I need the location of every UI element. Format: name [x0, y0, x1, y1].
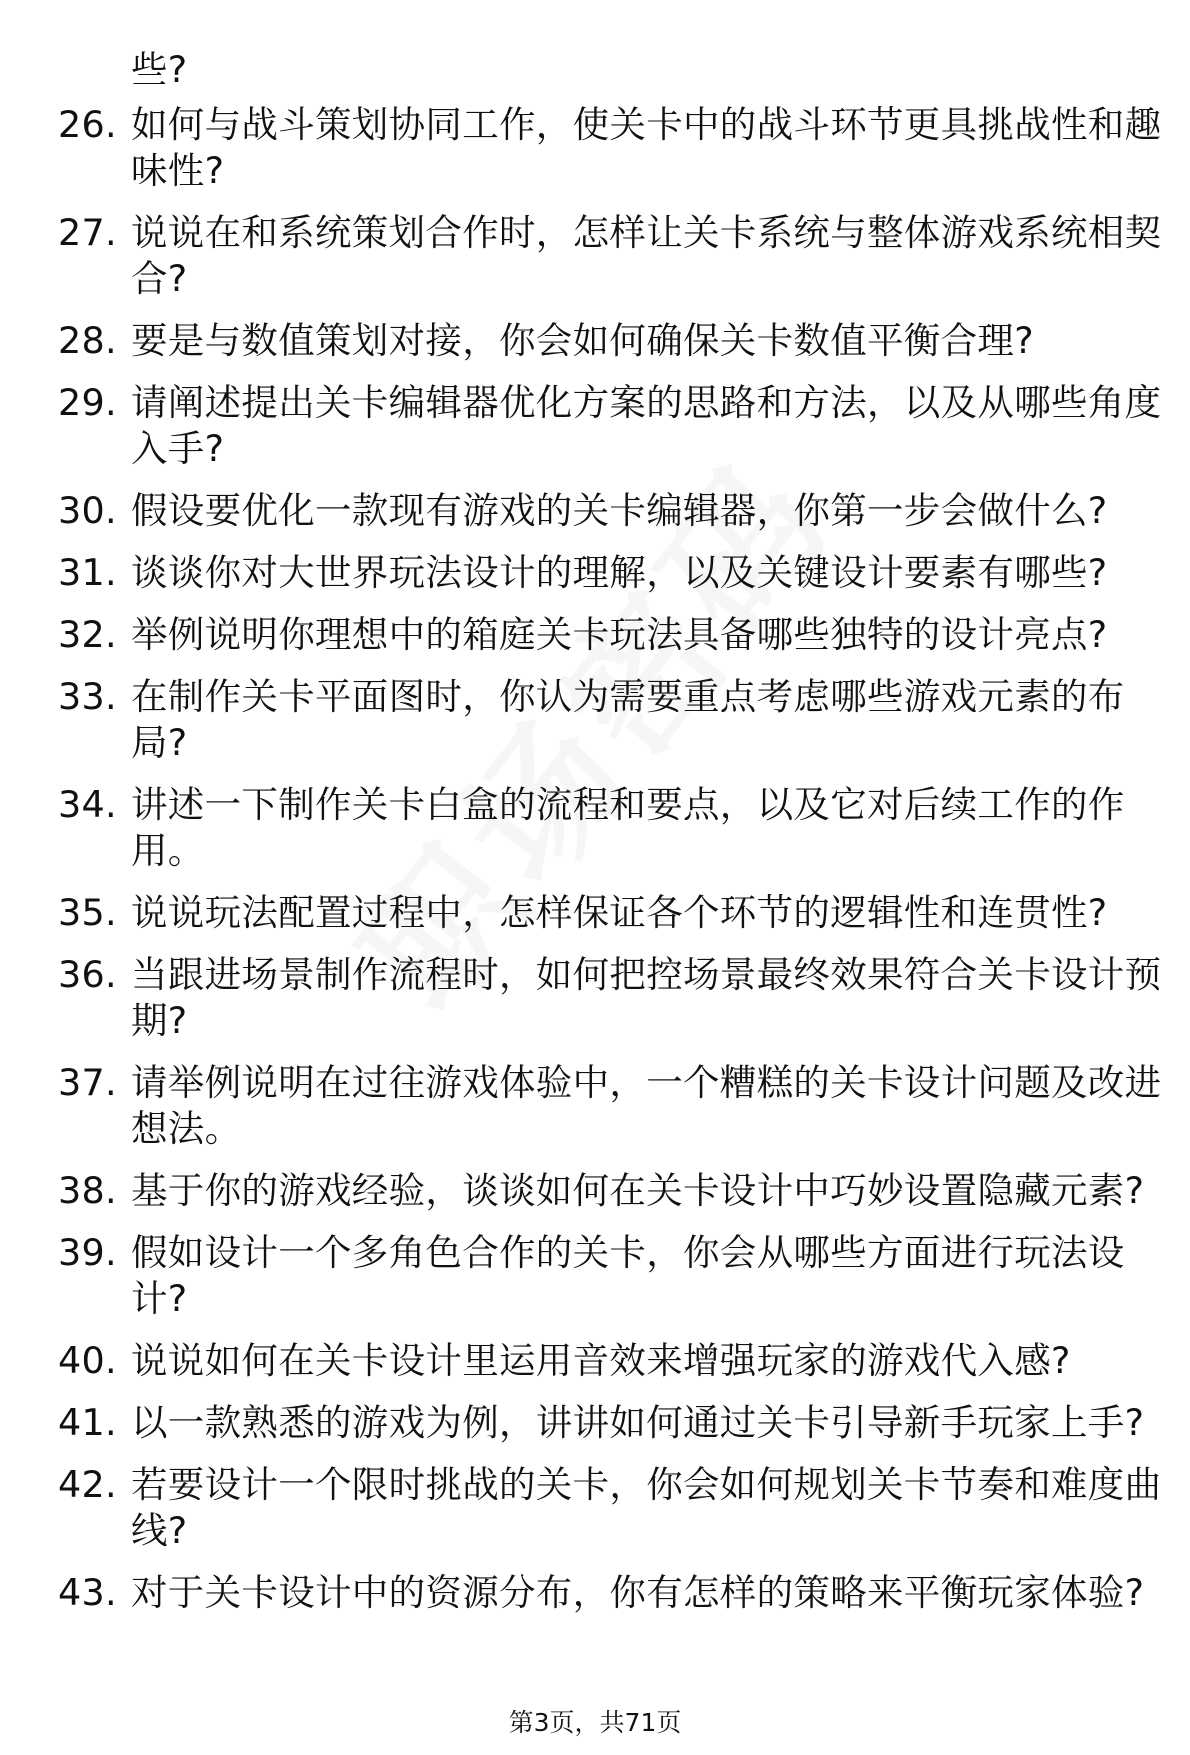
question-text-line: 期? [131, 999, 188, 1042]
question-text-line: 基于你的游戏经验，谈谈如何在关卡设计中巧妙设置隐藏元素? [131, 1169, 1145, 1212]
question-text-line: 说说在和系统策划合作时，怎样让关卡系统与整体游戏系统相契 [131, 211, 1162, 254]
question-text-line: 说说玩法配置过程中，怎样保证各个环节的逻辑性和连贯性? [131, 891, 1108, 934]
question-number: 28. [58, 319, 117, 362]
question-number: 40. [58, 1339, 117, 1382]
question-number: 31. [58, 551, 117, 594]
question-text-line: 当跟进场景制作流程时，如何把控场景最终效果符合关卡设计预 [131, 953, 1162, 996]
question-text-line: 用。 [131, 829, 205, 872]
question-text-line: 合? [131, 257, 188, 300]
page-footer: 第3页，共71页 [508, 1708, 682, 1737]
continuation-line: 些? [131, 48, 188, 91]
question-text-line: 以一款熟悉的游戏为例，讲讲如何通过关卡引导新手玩家上手? [131, 1401, 1145, 1444]
question-text-line: 请阐述提出关卡编辑器优化方案的思路和方法，以及从哪些角度 [131, 381, 1162, 424]
question-text-line: 假设要优化一款现有游戏的关卡编辑器，你第一步会做什么? [131, 489, 1108, 532]
question-number: 34. [58, 783, 117, 826]
question-number: 35. [58, 891, 117, 934]
question-text-line: 谈谈你对大世界玩法设计的理解，以及关键设计要素有哪些? [131, 551, 1108, 594]
question-text-line: 如何与战斗策划协同工作，使关卡中的战斗环节更具挑战性和趣 [131, 103, 1162, 146]
question-text-line: 举例说明你理想中的箱庭关卡玩法具备哪些独特的设计亮点? [131, 613, 1108, 656]
question-text-line: 说说如何在关卡设计里运用音效来增强玩家的游戏代入感? [131, 1339, 1071, 1382]
question-text-line: 讲述一下制作关卡白盒的流程和要点，以及它对后续工作的作 [131, 783, 1125, 826]
question-text-line: 味性? [131, 149, 225, 192]
question-text-line: 请举例说明在过往游戏体验中，一个糟糕的关卡设计问题及改进 [131, 1061, 1162, 1104]
question-text-line: 若要设计一个限时挑战的关卡，你会如何规划关卡节奏和难度曲 [131, 1463, 1162, 1506]
question-number: 27. [58, 211, 117, 254]
question-text-line: 假如设计一个多角色合作的关卡，你会从哪些方面进行玩法设 [131, 1231, 1125, 1274]
question-text-line: 在制作关卡平面图时，你认为需要重点考虑哪些游戏元素的布 [131, 675, 1125, 718]
question-text-line: 入手? [131, 427, 225, 470]
question-number: 42. [58, 1463, 117, 1506]
question-number: 36. [58, 953, 117, 996]
question-number: 29. [58, 381, 117, 424]
question-number: 43. [58, 1571, 117, 1614]
question-text-line: 想法。 [131, 1107, 242, 1150]
question-number: 30. [58, 489, 117, 532]
question-number: 39. [58, 1231, 117, 1274]
question-text-line: 要是与数值策划对接，你会如何确保关卡数值平衡合理? [131, 319, 1034, 362]
question-number: 41. [58, 1401, 117, 1444]
question-number: 32. [58, 613, 117, 656]
question-number: 38. [58, 1169, 117, 1212]
question-number: 37. [58, 1061, 117, 1104]
question-number: 26. [58, 103, 117, 146]
question-text-line: 计? [131, 1277, 188, 1320]
question-text-line: 局? [131, 721, 188, 764]
question-text-line: 对于关卡设计中的资源分布，你有怎样的策略来平衡玩家体验? [131, 1571, 1145, 1614]
question-number: 33. [58, 675, 117, 718]
question-text-line: 线? [131, 1509, 188, 1552]
